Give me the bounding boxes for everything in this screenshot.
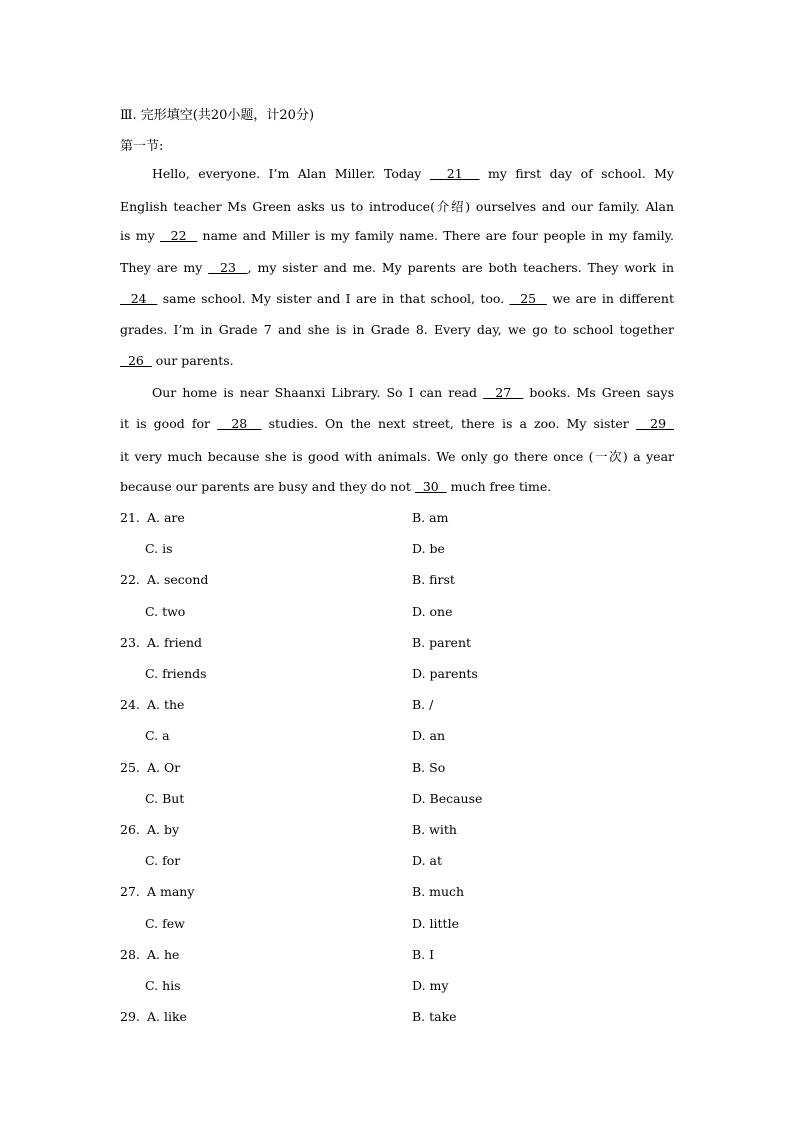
passage-line xyxy=(152,385,674,400)
question-21-option-c[interactable]: C. is xyxy=(145,541,173,557)
question-number: 29. xyxy=(120,1009,140,1025)
question-28-option-a[interactable] xyxy=(120,947,179,962)
passage-text: They are my xyxy=(120,259,209,275)
question-23-option-c[interactable]: C. friends xyxy=(145,666,207,681)
passage-text: Our home is near Shaanxi Library. So I can read xyxy=(152,385,484,400)
question-number: 23. xyxy=(120,634,140,650)
option-a-label: A. the xyxy=(147,697,185,713)
passage-text: it is good for xyxy=(120,416,218,432)
passage-line xyxy=(120,228,674,243)
question-27-option-a[interactable] xyxy=(120,884,194,899)
question-number: 24. xyxy=(120,697,140,713)
question-25-option-b[interactable]: B. So xyxy=(412,759,446,775)
passage-line xyxy=(120,197,674,215)
passage-line xyxy=(120,291,674,306)
blank-30: 30 xyxy=(414,478,447,494)
option-a-label: A. second xyxy=(147,572,209,588)
passage-text: studies. On the next street, there is a zoo. My sister xyxy=(261,416,636,432)
question-24-option-b[interactable]: B. / xyxy=(412,697,434,713)
question-27-option-d[interactable]: D. little xyxy=(412,915,459,931)
passage-text: our parents. xyxy=(151,353,234,369)
question-26-option-b[interactable]: B. with xyxy=(412,822,457,837)
question-21-option-a[interactable] xyxy=(120,510,185,525)
passage-text: books. Ms Green says xyxy=(523,385,674,400)
question-25-option-a[interactable] xyxy=(120,760,180,775)
option-a-label: A. like xyxy=(147,1009,187,1025)
question-22-option-d[interactable]: D. one xyxy=(412,603,453,619)
question-number: 28. xyxy=(120,946,140,962)
option-a-label: A. are xyxy=(147,510,185,525)
blank-29: 29 xyxy=(635,416,674,432)
passage-line xyxy=(120,322,674,337)
question-27-option-b[interactable]: B. much xyxy=(412,884,465,900)
section-title: Ⅲ. 完形填空(共20小题，计20分) xyxy=(120,108,315,123)
passage-text: because our parents are busy and they do not xyxy=(120,478,415,494)
question-number: 25. xyxy=(120,759,140,775)
question-28-option-c[interactable]: C. his xyxy=(145,978,181,993)
question-27-option-c[interactable]: C. few xyxy=(145,915,185,931)
question-24-option-a[interactable] xyxy=(120,697,184,712)
passage-text: is my xyxy=(120,228,160,244)
option-a-label: A. by xyxy=(147,822,180,837)
passage-text: Hello, everyone. I’m Alan Miller. Today xyxy=(152,166,430,181)
blank-21: 21 xyxy=(429,166,480,181)
question-29-option-a[interactable] xyxy=(120,1009,187,1024)
passage-text: English teacher Ms Green asks us to introduce(介绍) ourselves and our family. Alan xyxy=(120,199,674,215)
passage-text: much free time. xyxy=(446,478,552,494)
question-22-option-a[interactable] xyxy=(120,572,208,587)
question-number: 27. xyxy=(120,884,140,900)
passage-line xyxy=(120,260,674,275)
question-number: 26. xyxy=(120,822,140,837)
passage-line xyxy=(152,166,674,181)
question-23-option-a[interactable] xyxy=(120,635,202,650)
passage-line xyxy=(120,479,674,494)
option-a-label: A. Or xyxy=(147,759,181,775)
subsection-title: 第一节: xyxy=(120,139,164,154)
question-number: 21. xyxy=(120,510,140,525)
passage-text: we are in different xyxy=(546,290,674,306)
question-28-option-b[interactable]: B. I xyxy=(412,946,435,962)
question-number: 22. xyxy=(120,572,140,588)
question-21-option-d[interactable]: D. be xyxy=(412,541,445,557)
question-29-option-b[interactable]: B. take xyxy=(412,1009,457,1025)
question-24-option-c[interactable]: C. a xyxy=(145,728,170,744)
question-21-option-b[interactable]: B. am xyxy=(412,510,449,525)
option-a-label: A many xyxy=(147,884,195,900)
passage-text: my first day of school. My xyxy=(479,166,674,181)
question-23-option-d[interactable]: D. parents xyxy=(412,666,478,681)
blank-27: 27 xyxy=(483,385,524,400)
passage-text: grades. I’m in Grade 7 and she is in Grade 8. Every day, we go to school together xyxy=(120,322,674,337)
option-a-label: A. he xyxy=(147,946,180,962)
question-22-option-b[interactable]: B. first xyxy=(412,572,455,588)
blank-22: 22 xyxy=(159,228,198,244)
blank-28: 28 xyxy=(217,416,262,432)
question-25-option-c[interactable]: C. But xyxy=(145,790,185,806)
passage-line xyxy=(120,447,674,465)
blank-26: 26 xyxy=(120,353,152,369)
passage-text: it very much because she is good with animals. We only go there once (一次) a year xyxy=(120,449,674,465)
question-28-option-d[interactable]: D. my xyxy=(412,978,449,993)
question-26-option-c[interactable]: C. for xyxy=(145,853,181,869)
passage-text: , my sister and me. My parents are both teachers. They work in xyxy=(247,259,674,275)
question-23-option-b[interactable]: B. parent xyxy=(412,634,472,650)
option-a-label: A. friend xyxy=(147,634,203,650)
question-25-option-d[interactable]: D. Because xyxy=(412,790,483,806)
question-24-option-d[interactable]: D. an xyxy=(412,728,446,744)
blank-23: 23 xyxy=(208,259,248,275)
passage-text: name and Miller is my family name. There are four people in my family. xyxy=(197,228,674,244)
question-22-option-c[interactable]: C. two xyxy=(145,603,186,619)
question-26-option-a[interactable] xyxy=(120,822,179,837)
blank-24: 24 xyxy=(120,290,158,306)
question-26-option-d[interactable]: D. at xyxy=(412,853,442,869)
passage-line xyxy=(120,416,674,431)
passage-text: same school. My sister and I are in that school, too. xyxy=(157,290,510,306)
blank-25: 25 xyxy=(509,290,547,306)
passage-line xyxy=(120,353,674,368)
